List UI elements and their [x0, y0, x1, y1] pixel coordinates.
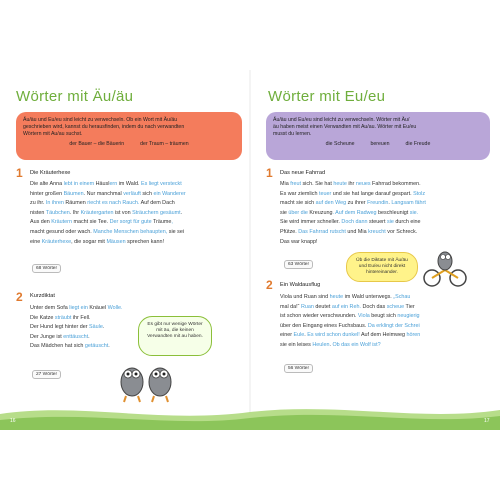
highlighted-word: Das Fahrrad rutscht: [298, 228, 348, 235]
text-segment: Tier: [404, 303, 415, 310]
word-count-badge: 56 Wörter: [284, 364, 313, 373]
text-segment: sie sei: [168, 228, 185, 235]
example-word: die Scheune: [325, 140, 355, 147]
highlighted-word: Manche Menschen behaupten,: [93, 228, 169, 235]
text-segment: ihr: [346, 181, 356, 187]
text-line: [280, 180, 426, 190]
page-number-right: 17: [484, 418, 490, 424]
text-segment: Räumen: [65, 200, 86, 207]
page-title-right: Wörter mit Eu/eu: [268, 88, 386, 105]
exercise-text: [280, 180, 426, 247]
text-line: [280, 322, 420, 332]
info-line: geschrieben wird, kannst du herausfinden, indem du nach verwandten: [23, 124, 185, 131]
exercise-title: Die Kräuterhexe: [30, 170, 71, 176]
text-segment: Knäuel: [89, 305, 107, 311]
highlighted-word: sie.: [408, 209, 419, 216]
text-segment: beschleunigt: [378, 209, 409, 216]
highlighted-word: sie: [385, 219, 396, 226]
text-segment: im Wald.: [117, 181, 141, 187]
text-segment: sich. Sie hat: [300, 181, 334, 187]
exercise-title: Ein Waldausflug: [280, 282, 321, 288]
highlighted-word: ein Wanderer: [153, 190, 186, 197]
text-segment: sie: [280, 209, 289, 216]
text-segment: und sie hat lange darauf gespart.: [331, 190, 414, 197]
text-line: [280, 238, 426, 248]
text-segment: Der Hund legt hinter der: [30, 324, 90, 331]
text-segment: Die Katze: [30, 314, 55, 321]
highlighted-word: Der sorgt für gute: [109, 219, 153, 226]
text-line: [280, 312, 420, 322]
highlighted-word: verläuft: [123, 190, 141, 197]
text-segment: ihr Fell.: [71, 314, 91, 321]
text-segment: . Nur manchmal: [83, 190, 124, 197]
text-segment: Die alte Anna: [30, 181, 64, 187]
text-segment: nisten: [30, 209, 46, 216]
info-line: äu haben meist einen Verwandten mit Au/au. Wörter mit Eu/eu: [273, 124, 417, 131]
text-line: [30, 228, 186, 238]
word-count-badge: 63 Wörter: [284, 260, 313, 269]
text-segment: Das Mädchen hat sich: [30, 343, 85, 350]
text-segment: .: [329, 341, 333, 348]
text-segment: Es war ziemlich: [280, 190, 319, 197]
green-wave-footer: [0, 400, 500, 430]
speech-bubble: Üb die Diktate mit Äu/äu und Eu/eu nicht direkt hintereinander.: [346, 252, 418, 282]
text-segment: Auf dem Heimweg: [360, 332, 407, 339]
highlighted-word: Es liegt versteckt: [141, 181, 182, 187]
text-line: [30, 323, 123, 333]
word-count-badge: 68 Wörter: [32, 264, 61, 273]
highlighted-word: scheue: [386, 303, 405, 310]
exercise-number: 1: [16, 166, 23, 180]
text-segment: zu ihrer: [347, 200, 368, 207]
text-line: [280, 190, 426, 200]
text-segment: mal da!“: [280, 303, 301, 310]
text-segment: einer: [280, 332, 294, 339]
highlighted-word: ,: [171, 219, 173, 226]
exercise-number: 2: [16, 290, 23, 304]
text-segment: .: [88, 333, 90, 340]
exercise-text: [30, 180, 186, 247]
text-segment: Das war knapp!: [280, 238, 318, 245]
text-line: [30, 238, 186, 248]
text-segment: , die sogar mit: [71, 238, 107, 245]
text-segment: Unter dem Sofa: [30, 305, 70, 311]
highlighted-word: enttäuscht: [63, 333, 89, 340]
text-segment: sich: [140, 190, 154, 197]
text-segment: . Ihr: [69, 209, 81, 216]
text-segment: über den Eingang eines Fuchsbaus.: [280, 322, 368, 329]
highlighted-word: riecht es nach Rauch.: [85, 200, 141, 207]
highlighted-word: Freundin: [367, 200, 389, 207]
text-line: [280, 331, 420, 341]
highlighted-word: Langsam fährt: [391, 200, 426, 207]
highlighted-word: Wolle.: [106, 305, 123, 311]
example-word: die Freude: [405, 140, 431, 147]
example-word: bereuen: [370, 140, 390, 147]
text-line: [30, 218, 186, 228]
text-segment: Kreuzung: [309, 209, 333, 216]
text-segment: macht sie Tee.: [71, 219, 110, 226]
highlighted-word: Doch dann: [341, 219, 369, 226]
text-segment: deutet: [315, 303, 331, 310]
exercise-text: [30, 304, 123, 352]
text-segment: sprechen kann!: [125, 238, 164, 245]
text-segment: Häusl: [95, 181, 110, 187]
text-line: [30, 209, 186, 219]
text-line: [30, 199, 186, 209]
highlighted-word: „Schau: [393, 294, 411, 300]
example-word: der Traum – träumen: [140, 140, 189, 147]
exercise-title: Das neue Fahrrad: [280, 170, 326, 176]
text-segment: eine: [30, 238, 42, 245]
highlighted-word: Es wird schon dunkel!: [307, 332, 361, 339]
info-line: Äu/äu und Eu/eu sind leicht zu verwechseln. Wörter mit Äu/: [273, 117, 410, 123]
highlighted-word: neues: [355, 181, 371, 187]
text-segment: zu ihr.: [30, 200, 46, 207]
text-line: [280, 228, 426, 238]
exercise-number: 2: [266, 278, 273, 292]
page-title-left: Wörter mit Äu/äu: [16, 88, 134, 105]
text-line: [30, 333, 123, 343]
text-line: [30, 342, 123, 352]
highlighted-word: In ihren: [45, 200, 66, 207]
text-segment: macht sie sich: [280, 200, 316, 207]
highlighted-word: Kräuterhexe: [41, 238, 72, 245]
text-segment: .: [108, 343, 110, 350]
text-segment: .: [180, 209, 183, 216]
text-line: [30, 180, 186, 190]
text-line: [280, 303, 420, 313]
info-line: Wörtern mit Au/au suchst.: [23, 131, 83, 138]
text-segment: .: [304, 332, 308, 339]
highlighted-word: Eule: [293, 332, 305, 339]
highlighted-word: Säule: [89, 324, 103, 331]
highlighted-word: liegt ein: [69, 305, 90, 311]
mascot-on-bicycle: [420, 248, 470, 288]
text-segment: Auf dem Dach: [140, 200, 175, 207]
text-line: [280, 293, 420, 303]
info-line: Äu/äu und Eu/eu sind leicht zu verwechseln. Ob ein Wort mit Äu/äu: [23, 117, 178, 123]
highlighted-word: neugierig: [395, 313, 420, 320]
text-segment: ist schon wieder verschwunden.: [280, 313, 358, 320]
exercise-number: 1: [266, 166, 273, 180]
text-line: [280, 341, 420, 351]
highlighted-word: auf ein Reh.: [330, 303, 363, 310]
text-segment: ist von: [113, 209, 133, 216]
text-segment: und Mia: [347, 228, 369, 235]
highlighted-word: Bäumen: [63, 190, 84, 197]
highlighted-word: getäuscht: [84, 343, 109, 350]
page-number-left: 16: [10, 418, 16, 424]
text-line: [280, 218, 426, 228]
text-segment: im Wald unterwegs.: [343, 294, 394, 300]
text-line: [280, 209, 426, 219]
highlighted-word: Mäusen: [106, 238, 126, 245]
text-segment: durch eine: [395, 219, 421, 226]
highlighted-word: heute: [333, 181, 347, 187]
text-segment: vor Schreck.: [385, 228, 418, 235]
text-segment: Aus den: [30, 219, 52, 226]
info-box-left: [16, 112, 242, 160]
highlighted-word: kreucht: [368, 228, 386, 235]
speech-bubble: Es gibt nur wenige Wörter mit äu, die keinen Verwandten mit au haben.: [138, 316, 212, 356]
highlighted-word: Ruan: [300, 303, 316, 310]
highlighted-word: Ob das ein Wolf ist?: [332, 341, 381, 348]
text-segment: Mia: [280, 181, 291, 187]
text-segment: sie ein leises: [280, 341, 313, 348]
text-segment: Sie wird immer schneller.: [280, 219, 342, 226]
highlighted-word: auf den Weg: [315, 200, 348, 207]
highlighted-word: Kräutergarten: [80, 209, 114, 216]
text-line: [30, 304, 123, 314]
exercise-text: [280, 293, 420, 351]
highlighted-word: sträubt: [54, 314, 72, 321]
highlighted-word: Kräutern: [51, 219, 72, 226]
highlighted-word: über die: [288, 209, 310, 216]
word-count-badge: 27 Wörter: [32, 370, 61, 379]
info-box-right: [266, 112, 490, 160]
highlighted-word: Täubchen: [45, 209, 70, 216]
text-segment: Der Junge ist: [30, 333, 64, 340]
book-gutter: [249, 70, 251, 430]
highlighted-word: Viola: [357, 313, 372, 320]
highlighted-word: Heulen: [312, 341, 330, 348]
text-line: [280, 199, 426, 209]
highlighted-word: hören: [406, 332, 421, 339]
exercise-title: Kurzdiktat: [30, 293, 55, 299]
highlighted-word: . Auf dem Radweg: [332, 209, 378, 216]
highlighted-word: teuer: [318, 190, 332, 197]
example-word: der Bauer – die Bäuerin: [69, 140, 125, 147]
text-segment: beugt sich: [371, 313, 396, 320]
text-line: [30, 314, 123, 324]
highlighted-word: Stolz: [413, 190, 426, 197]
text-segment: .: [102, 324, 105, 331]
text-segment: Viola und Ruan sind: [280, 294, 330, 300]
text-line: [30, 190, 186, 200]
text-segment: .: [388, 200, 392, 207]
text-segment: Pfütze.: [280, 228, 299, 235]
highlighted-word: freut: [290, 181, 301, 187]
highlighted-word: Sträuchern gesäumt: [132, 209, 181, 216]
text-segment: hinter großen: [30, 190, 64, 197]
highlighted-word: ern: [109, 181, 118, 187]
text-segment: Doch das: [362, 303, 387, 310]
text-segment: steuert: [369, 219, 386, 226]
info-line: musst du lernen.: [273, 131, 312, 138]
text-segment: Fahrrad bekommen.: [370, 181, 421, 187]
cartoon-mascots: [112, 354, 182, 404]
highlighted-word: lebt in einem: [63, 181, 96, 187]
highlighted-word: heute: [329, 294, 344, 300]
text-segment: Träume: [152, 219, 172, 226]
text-segment: macht gesund oder wach.: [30, 228, 94, 235]
highlighted-word: Da erklingt der Schrei: [367, 322, 420, 329]
